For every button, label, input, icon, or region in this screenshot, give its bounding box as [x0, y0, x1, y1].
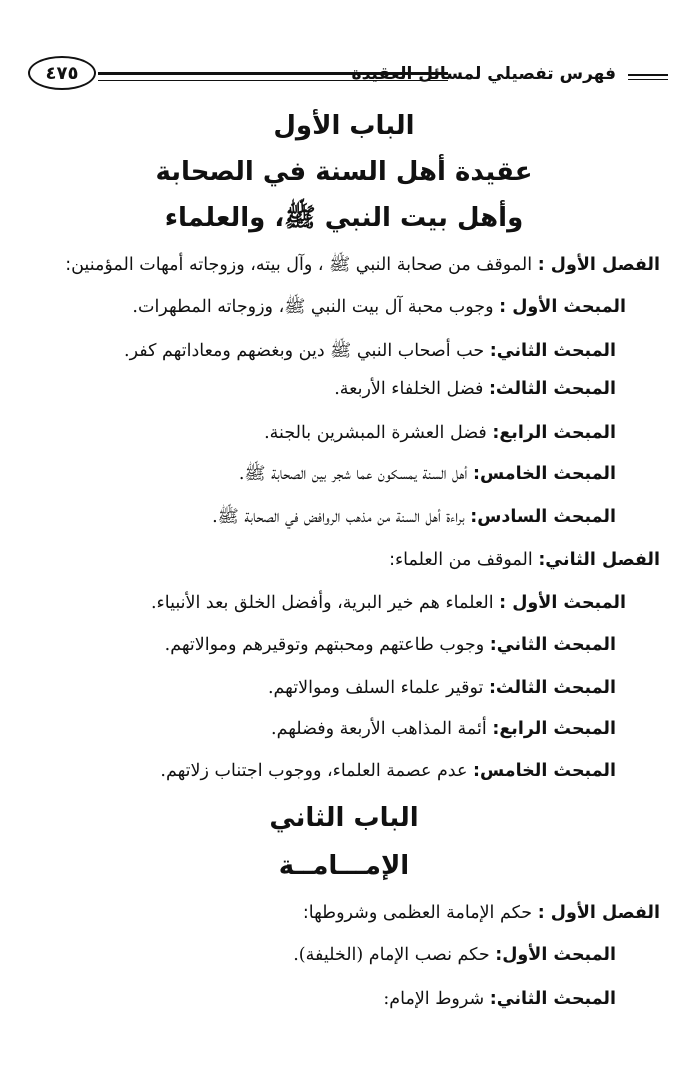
section-text: حكم نصب الإمام (الخليفة).: [293, 945, 490, 965]
section-lead: المبحث الأول :: [499, 593, 626, 613]
part1-ch2-section-4: [28, 714, 660, 744]
section-text: فضل العشرة المبشرين بالجنة.: [264, 423, 487, 443]
page-content: [28, 0, 660, 1091]
part1-heading: الباب الأول: [273, 111, 415, 141]
section-lead: المبحث الثالث:: [488, 379, 616, 399]
section-text: براءة أهل السنة من مذهب الروافض في الصحابة ﷺ.: [212, 507, 465, 527]
part1-title-line2: وأهل بيت النبي ﷺ، والعلماء: [164, 203, 524, 233]
part2-heading: الباب الثاني: [269, 803, 419, 833]
part2-ch1-section-2: [28, 984, 660, 1014]
part1-chapter2-line: [28, 545, 660, 575]
section-lead: المبحث الخامس:: [473, 464, 616, 484]
chapter-text: الموقف من صحابة النبي ﷺ ، وآل بيته، وزوجاته أمهات المؤمنين:: [65, 255, 533, 275]
part1-ch1-section-2: [28, 336, 660, 366]
section-lead: المبحث الثاني:: [489, 341, 616, 361]
part1-ch1-section-6: [28, 502, 660, 532]
section-lead: المبحث الرابع:: [492, 423, 616, 443]
part1-ch1-section-5: [28, 459, 660, 489]
section-text: عدم عصمة العلماء، ووجوب اجتناب زلاتهم.: [160, 761, 468, 781]
part1-ch1-section-4: [28, 418, 660, 448]
part2-title: الإمـــامــة: [278, 851, 410, 881]
section-text: أهل السنة يمسكون عما شجر بين الصحابة ﷺ.: [238, 464, 468, 484]
chapter-lead: الفصل الأول :: [537, 903, 660, 923]
section-lead: المبحث الثاني:: [489, 989, 616, 1009]
section-text: توقير علماء السلف وموالاتهم.: [267, 678, 484, 698]
section-lead: المبحث السادس:: [470, 507, 616, 527]
section-lead: المبحث الثاني:: [489, 635, 616, 655]
section-text: العلماء هم خير البرية، وأفضل الخلق بعد الأنبياء.: [150, 593, 494, 613]
part1-title-line1: عقيدة أهل السنة في الصحابة: [155, 157, 533, 187]
section-text: حب أصحاب النبي ﷺ دين وبغضهم ومعاداتهم كفر.: [124, 341, 485, 361]
part1-ch2-section-5: [28, 756, 660, 786]
section-lead: المبحث الخامس:: [473, 761, 616, 781]
part1-ch2-section-3: [28, 673, 660, 703]
part1-ch1-section-1: [28, 292, 660, 322]
part2-chapter1-line: [28, 898, 660, 928]
chapter-text: الموقف من العلماء:: [389, 550, 533, 570]
section-lead: المبحث الأول :: [499, 297, 626, 317]
section-text: أئمة المذاهب الأربعة وفضلهم.: [271, 719, 487, 739]
part1-ch1-section-3: [28, 374, 660, 404]
part1-ch2-section-2: [28, 630, 660, 660]
page-number: ٤٧٥: [28, 56, 96, 90]
section-text: وجوب محبة آل بيت النبي ﷺ، وزوجاته المطهرات.: [132, 297, 494, 317]
section-lead: المبحث الأول:: [495, 945, 616, 965]
section-lead: المبحث الثالث:: [488, 678, 616, 698]
section-text: فضل الخلفاء الأربعة.: [334, 379, 484, 399]
chapter-lead: الفصل الأول :: [537, 255, 660, 275]
part1-chapter1-line: [28, 250, 660, 280]
section-lead: المبحث الرابع:: [492, 719, 616, 739]
section-text: شروط الإمام:: [383, 989, 485, 1009]
chapter-text: حكم الإمامة العظمى وشروطها:: [302, 903, 533, 923]
running-title: فهرس تفصيلي لمسائل العقيدة: [351, 64, 616, 84]
chapter-lead: الفصل الثاني:: [538, 550, 660, 570]
part1-ch2-section-1: [28, 588, 660, 618]
section-text: وجوب طاعتهم ومحبتهم وتوقيرهم وموالاتهم.: [164, 635, 485, 655]
part2-ch1-section-1: [28, 940, 660, 970]
